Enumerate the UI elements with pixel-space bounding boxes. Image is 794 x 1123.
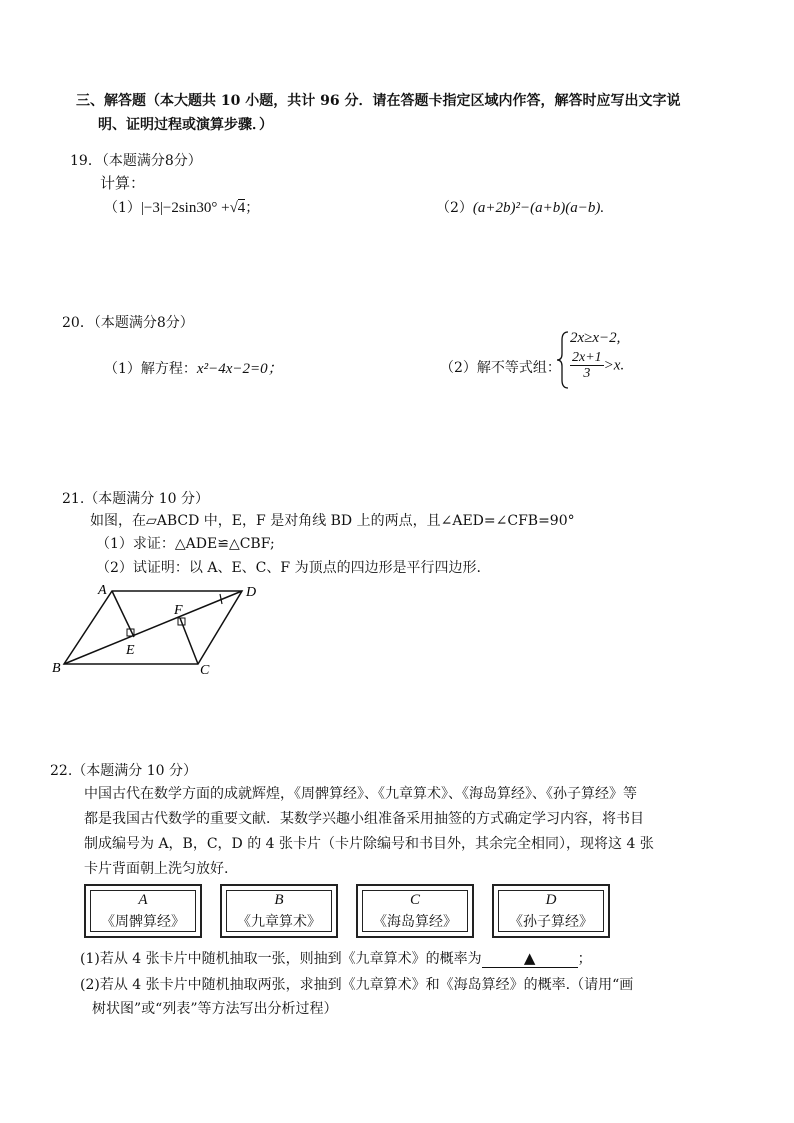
section-heading-line2: 明、证明过程或演算步骤．） [98,117,273,133]
q21-part1: （1）求证：△ADE≌△CBF; [96,536,275,552]
label-a: A [98,583,107,598]
q19-part2-expr: (a+2b)²−(a+b)(a−b). [472,200,605,216]
q19-part1-end: ； [245,200,260,216]
label-e: E [126,643,135,658]
q20-sys-line1: 2x≥x−2, [570,330,621,346]
q22-part1-text: (1)若从 4 张卡片中随机抽取一张，则抽到《九章算术》的概率为 [80,951,482,967]
card-a-book: 《周髀算经》 [101,914,185,930]
segment-ae [112,591,134,637]
q20-part1 [104,357,283,378]
q20-part2-prefix: （2）解不等式组： [440,360,561,376]
card-b [220,884,338,938]
q22-part1 [80,948,592,968]
q22-part1-end: ； [577,951,592,967]
q20-label: 20．（本题满分8分） [62,315,194,331]
card-c-letter: C [409,892,420,908]
q20-sys-line2 [570,350,624,381]
label-f: F [174,603,183,618]
q22-part2-line1: (2)若从 4 张卡片中随机抽取两张，求抽到《九章算术》和《海岛算经》的概率.（请用“画 [80,977,634,993]
q19-prompt: 计算： [100,174,146,192]
q19-part2 [436,197,604,217]
q22-label: 22.（本题满分 10 分） [50,763,197,779]
triangle-icon: ▲ [523,949,536,967]
label-c: C [200,663,210,678]
card-c [356,884,474,938]
q21-part2: （2）试证明：以 A、E、C、F 为顶点的四边形是平行四边形. [96,560,482,576]
q19-label: 19．（本题满分8分） [70,153,202,169]
q20-sys-line2-rest: >x. [603,357,625,374]
brace-icon [556,330,570,390]
q21-label: 21.（本题满分 10 分） [62,491,209,507]
card-d [492,884,610,938]
card-b-letter: B [274,892,284,908]
card-d-letter: D [545,892,557,908]
q20-part1-prefix: （1）解方程： [104,361,197,377]
card-b-book: 《九章算术》 [237,914,321,930]
q19-part1-expr: |−3|−2sin30° + [140,200,230,216]
card-a [84,884,202,938]
q20-part1-expr: x²−4x−2=0； [196,361,283,377]
answer-blank [482,949,578,968]
q22-line1: 中国古代在数学方面的成就辉煌，《周髀算经》、《九章算术》、《海岛算经》、《孙子算经》等 [84,786,637,802]
q20-sys-fraction [570,350,604,381]
q22-line2: 都是我国古代数学的重要文献．某数学兴趣小组准备采用抽签的方式确定学习内容，将书目 [84,811,644,827]
q19-part2-prefix: （2） [436,200,473,216]
card-a-letter: A [138,892,148,908]
label-d: D [246,585,257,600]
q19-part1 [104,197,259,217]
q19-part1-prefix: （1） [104,200,141,216]
section-heading-line1: 三、解答题（本大题共 10 小题，共计 96 分．请在答题卡指定区域内作答，解答时应写出文字说 [76,93,681,109]
diagonal-bd [64,591,242,664]
card-d-book: 《孙子算经》 [509,914,593,930]
q21-stem: 如图，在▱ABCD 中，E，F 是对角线 BD 上的两点，且∠AED=∠CFB=90° [90,513,575,529]
q22-part2-line2: 树状图”或“列表”等方法写出分析过程） [92,1001,338,1017]
parallelogram-figure [48,578,278,678]
q22-line3: 制成编号为 A，B，C，D 的 4 张卡片（卡片除编号和书目外，其余完全相同），现将这 4 张 [84,836,654,852]
q20-frac-den: 3 [583,366,591,381]
card-c-book: 《海岛算经》 [373,914,457,930]
q22-line4: 卡片背面朝上洗匀放好. [84,861,229,877]
sqrt-icon: √ [229,200,238,216]
q19-part1-radicand: 4 [237,200,246,216]
label-b: B [52,661,61,676]
q20-frac-num: 2x+1 [572,350,602,365]
